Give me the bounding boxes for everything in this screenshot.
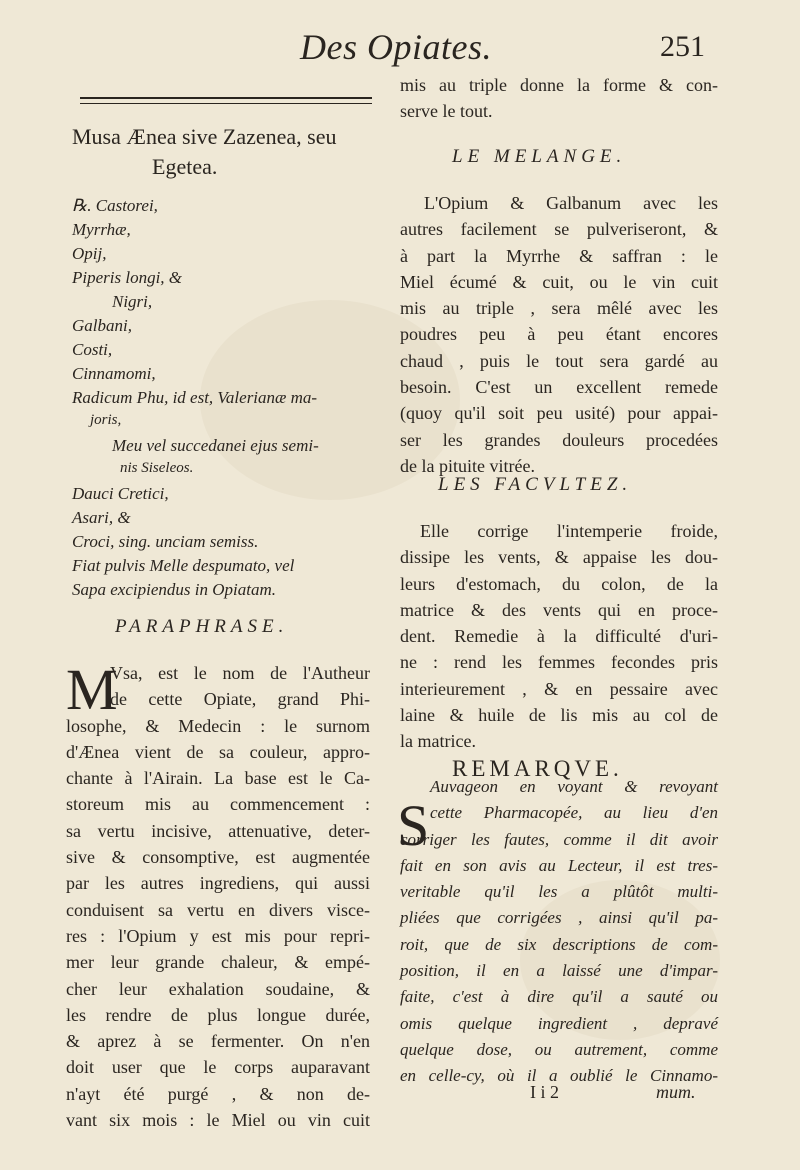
ingredient: Costi,	[72, 340, 113, 359]
section-heading-facultez: LES FACVLTEZ.	[438, 474, 633, 495]
ingredient: Nigri,	[112, 292, 153, 311]
text-line: les rendre de plus longue durée,	[66, 1004, 370, 1025]
text-line: dissipe les vents, & appaise les dou-	[400, 547, 718, 568]
text-line: mer leur grande chaleur, & empé-	[66, 952, 370, 973]
section-heading-remarque: REMARQVE.	[452, 756, 623, 781]
text-line: matrice & des vents qui en proce-	[400, 599, 718, 620]
text-line: corriger les fautes, comme il dit avoir	[400, 829, 718, 849]
text-line: la matrice.	[400, 731, 476, 752]
remarque-text	[400, 774, 718, 1090]
divider-rule	[80, 103, 372, 104]
text-line: en celle-cy, où il a oublié le Cinnamo-	[400, 1066, 718, 1086]
signature-mark: I i 2	[530, 1082, 559, 1102]
catchword: mum.	[656, 1082, 696, 1102]
text-line: & aprez à se fermenter. On n'en	[66, 1031, 370, 1052]
section-heading-paraphrase: PARAPHRASE.	[115, 616, 289, 637]
text-line: par les autres ingrediens, qui aussi	[66, 873, 370, 894]
ingredient: Opij,	[72, 244, 107, 263]
recipe-title-line: Egetea.	[152, 154, 218, 179]
melange-text	[400, 190, 718, 479]
ingredient: Croci, sing. unciam semiss.	[72, 532, 259, 551]
text-line: vant six mois : le Miel ou vin cuit	[66, 1110, 370, 1131]
text-line: pliées que corrigées , ainsi qu'il pa-	[400, 908, 718, 928]
text-line: faite, c'est à dire qu'il a sauté ou	[400, 987, 718, 1007]
text-line: d'Ænea vient de sa couleur, appro-	[66, 741, 370, 762]
ingredient: Dauci Cretici,	[72, 484, 169, 503]
text-line: res : l'Opium y est mis pour repri-	[66, 925, 370, 946]
text-line: conduisent sa vertu en divers visce-	[66, 899, 370, 920]
drop-cap: M	[66, 657, 118, 722]
text-line: omis quelque ingredient , depravé	[400, 1013, 718, 1033]
ingredient: ℞. Castorei,	[72, 196, 158, 215]
running-header: Des Opiates.	[300, 27, 492, 67]
text-line: position, il en a laissé une d'impar-	[400, 961, 718, 981]
text-line: mis au triple donne la forme & con-	[400, 75, 718, 95]
text-line: quelque dose, ou autrement, comme	[400, 1039, 718, 1059]
text-line: (quoy qu'il soit peu usité) pour appai-	[400, 403, 718, 424]
text-line: Auvageon en voyant & revoyant	[430, 777, 718, 796]
recipe-title-line: Musa Ænea sive Zazenea, seu	[72, 124, 337, 149]
ingredient: Meu vel succedanei ejus semi-	[112, 436, 319, 455]
text-line: besoin. C'est un excellent remede	[400, 377, 718, 398]
text-line: sive & consomptive, est augmentée	[66, 847, 370, 868]
text-line: autres facilement se pulveriseront, &	[400, 219, 718, 240]
text-line: losophe, & Medecin : le surnom	[66, 715, 370, 736]
section-heading-melange: LE MELANGE.	[452, 146, 627, 167]
text-line: à part la Myrrhe & saffran : le	[400, 245, 718, 266]
ingredient: nis Siseleos.	[120, 460, 194, 476]
ingredient: Radicum Phu, id est, Valerianæ ma-	[72, 388, 318, 407]
text-line: de cette Opiate, grand Phi-	[110, 689, 370, 710]
text-line: Miel écumé & cuit, ou le vin cuit	[400, 271, 718, 292]
ingredient: Asari, &	[72, 508, 131, 527]
ingredient: Sapa excipiendus in Opiatam.	[72, 580, 276, 599]
text-line: n'ayt été purgé , & non de-	[66, 1083, 370, 1104]
text-line: fait en son avis au Lecteur, il est tres-	[400, 855, 718, 875]
text-line: veritable qu'il les a plûtôt multi-	[400, 882, 718, 902]
ingredient: Galbani,	[72, 316, 132, 335]
text-line: mis au triple , sera mêlé avec les	[400, 298, 718, 319]
text-line: chante à l'Airain. La base est le Ca-	[66, 768, 370, 789]
text-line: dent. Remedie à la difficulté d'uri-	[400, 626, 718, 647]
ingredient: Cinnamomi,	[72, 364, 156, 383]
text-line: L'Opium & Galbanum avec les	[424, 193, 718, 213]
drop-cap: S	[397, 793, 430, 858]
text-line: storeum mis au commencement :	[66, 794, 370, 815]
text-line: doit user que le corps auparavant	[66, 1057, 370, 1078]
text-line: Elle corrige l'intemperie froide,	[420, 521, 718, 541]
recipe-title	[72, 122, 372, 182]
page-number: 251	[660, 30, 705, 63]
text-line: cher leur exhalation soudaine, &	[66, 978, 370, 999]
text-line: serve le tout.	[400, 101, 493, 122]
paraphrase-text	[66, 657, 370, 1133]
text-line: roit, que de six descriptions de com-	[400, 934, 718, 954]
text-line: chaud , puis le tout sera gardé au	[400, 350, 718, 371]
divider-rule	[80, 97, 372, 99]
text-line: ser les grandes douleurs procedées	[400, 429, 718, 450]
text-line: interieurement , & en pessaire avec	[400, 678, 718, 699]
ingredient: joris,	[90, 412, 122, 428]
text-line: ne : rend les femmes fecondes pris	[400, 652, 718, 673]
continuation-text	[400, 72, 718, 125]
text-line: de la pituite vitrée.	[400, 455, 535, 476]
ingredient: Fiat pulvis Melle despumato, vel	[72, 556, 295, 575]
ingredient: Piperis longi, &	[72, 268, 183, 287]
ingredient: Myrrhæ,	[72, 220, 131, 239]
text-line: leurs d'estomach, du colon, de la	[400, 573, 718, 594]
text-line: Vsa, est le nom de l'Autheur	[110, 663, 370, 683]
text-line: laine & huile de lis mis au col de	[400, 705, 718, 726]
text-line: poudres peu à peu étant encores	[400, 324, 718, 345]
facultez-text	[400, 518, 718, 755]
text-line: sa vertu incisive, attenuative, deter-	[66, 820, 370, 841]
text-line: cette Pharmacopée, au lieu d'en	[430, 803, 718, 823]
